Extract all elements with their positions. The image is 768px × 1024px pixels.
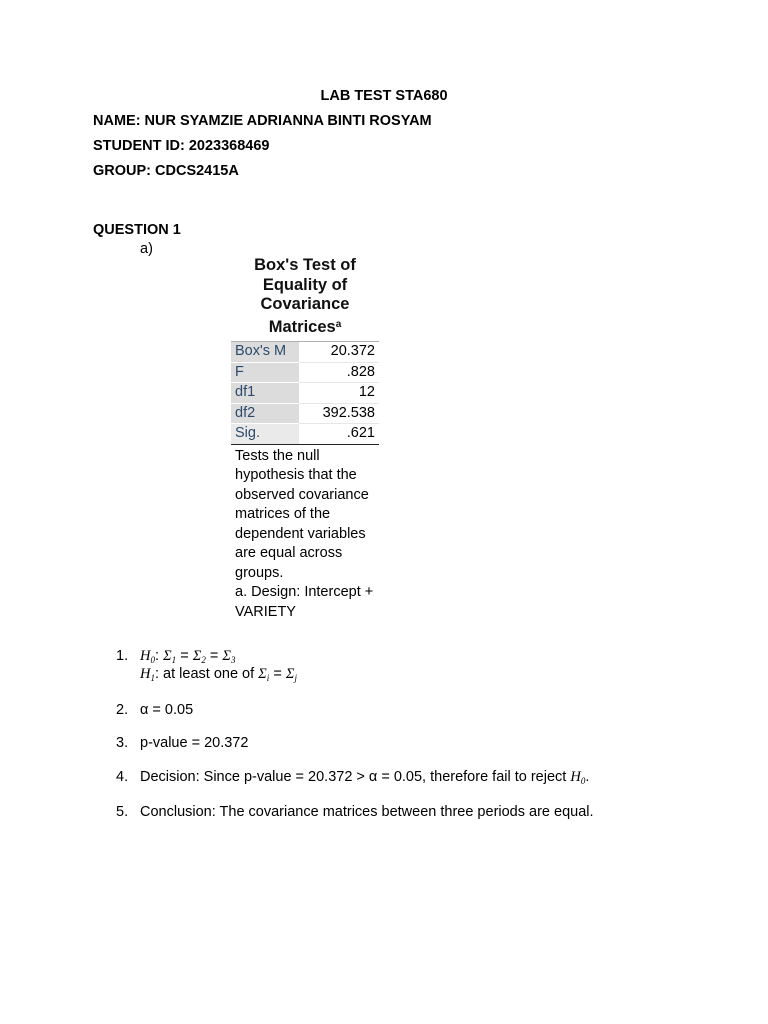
significance-level: α = 0.05: [140, 702, 194, 718]
h0-symbol: $H_0$: [140, 648, 155, 665]
step-number: 5.: [116, 804, 129, 820]
row-label: Box's M: [231, 342, 299, 363]
step-number: 2.: [116, 702, 129, 718]
sigma-i: $\Sigma_i$: [258, 666, 270, 683]
question-part-label: a): [140, 241, 153, 257]
p-value: p-value = 20.372: [140, 735, 249, 751]
step-3: [116, 734, 248, 752]
sigma-3: $\Sigma_3$: [222, 648, 236, 665]
document-title: LAB TEST STA680: [320, 88, 448, 104]
question-heading: QUESTION 1: [93, 222, 181, 238]
h0-symbol: $H_0$: [570, 769, 586, 786]
hypothesis-h1: $H_1$: at least one of $\Sigma_i = \Sigma_j$: [140, 666, 297, 683]
sigma-2: $\Sigma_2$: [192, 648, 206, 665]
box-test-design-note: a. Design: Intercept + VARIETY: [235, 584, 374, 620]
decision: Decision: Since p-value = 20.372 > α = 0.05, therefore fail to reject $H_0$.: [140, 769, 590, 786]
sigma-1: $\Sigma_1$: [163, 648, 177, 665]
table-row: [231, 424, 379, 445]
step-number: 1.: [116, 648, 129, 664]
table-row: [231, 362, 379, 383]
row-label: F: [231, 362, 299, 383]
step-number: 4.: [116, 769, 129, 785]
h1-symbol: $H_1$: [140, 666, 155, 683]
box-test-title-text: Box's Test of Equality of Covariance Matrices: [254, 256, 356, 336]
box-test-table: [231, 341, 379, 445]
row-value: 12: [299, 383, 379, 404]
table-row: [231, 383, 379, 404]
row-value: .621: [299, 424, 379, 445]
table-row: [231, 403, 379, 424]
row-label: df1: [231, 383, 299, 404]
student-id-line: STUDENT ID: 2023368469: [93, 138, 270, 154]
box-test-title-footnote-mark: a: [335, 318, 342, 330]
box-test-footnote: Tests the null hypothesis that the observed covariance matrices of the dependent variables are equal across groups.: [235, 447, 369, 581]
conclusion: Conclusion: The covariance matrices between three periods are equal.: [140, 804, 594, 820]
step-2: [116, 701, 193, 719]
row-value: .828: [299, 362, 379, 383]
table-row: [231, 342, 379, 363]
step-number: 3.: [116, 735, 129, 751]
row-label: df2: [231, 403, 299, 424]
sigma-j: $\Sigma_j$: [285, 666, 297, 683]
step-5: [116, 803, 594, 821]
name-line: NAME: NUR SYAMZIE ADRIANNA BINTI ROSYAM: [93, 113, 432, 129]
row-value: 20.372: [299, 342, 379, 363]
box-test-table-block: [231, 256, 379, 622]
row-value: 392.538: [299, 403, 379, 424]
group-line: GROUP: CDCS2415A: [93, 163, 239, 179]
step-4: [116, 768, 589, 790]
row-label: Sig.: [231, 424, 299, 445]
box-test-title: [231, 256, 379, 337]
hypothesis-h0: $H_0$: $\Sigma_1 = \Sigma_2 = \Sigma_3$: [140, 648, 236, 665]
